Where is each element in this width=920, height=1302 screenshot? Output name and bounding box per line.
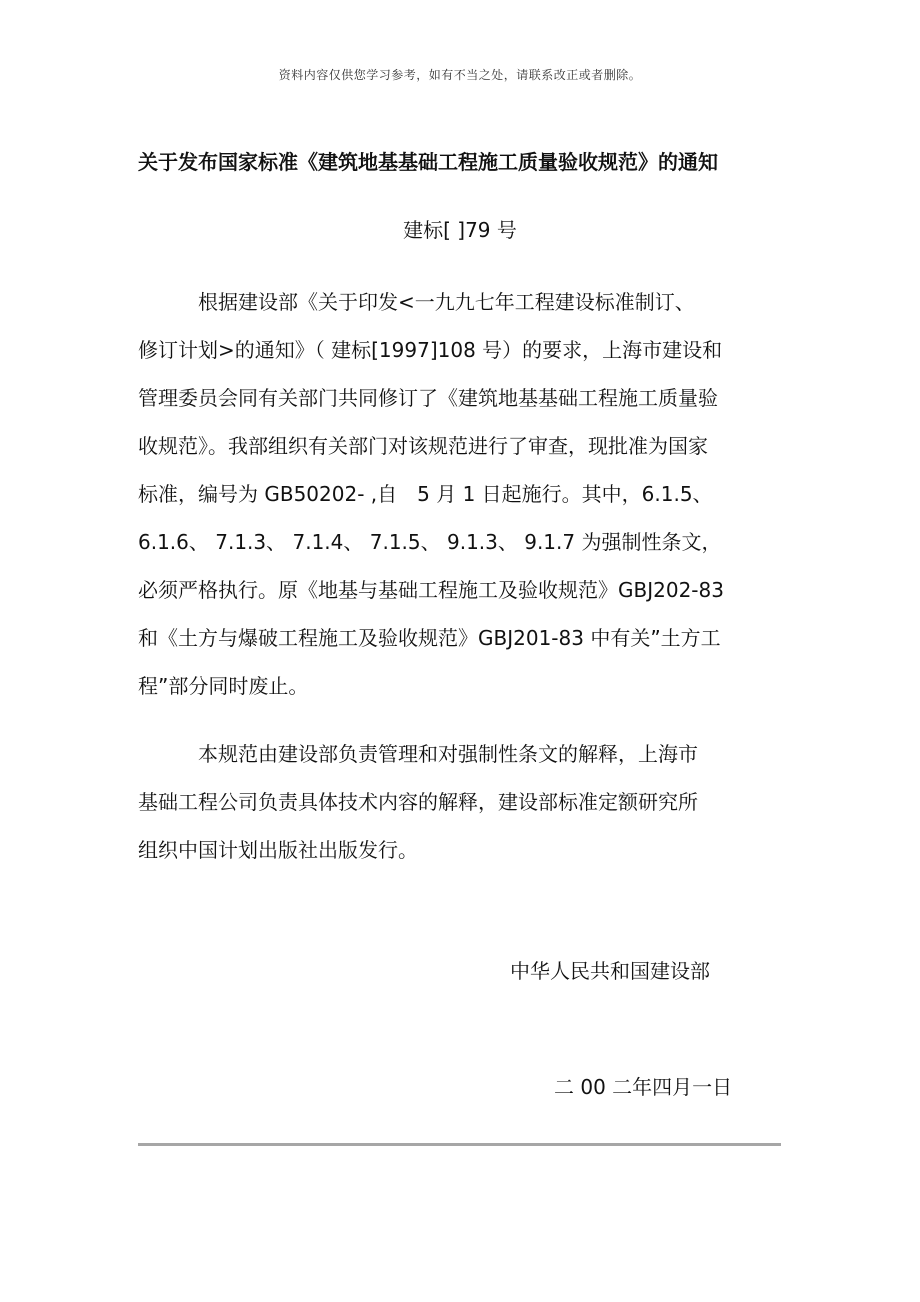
- paragraph-1-line: 必须严格执行。原《地基与基础工程施工及验收规范》GBJ202-83: [138, 578, 724, 602]
- issuer-signature: 中华人民共和国建设部: [510, 959, 710, 983]
- paragraph-1-line: 和《土方与爆破工程施工及验收规范》GBJ201-83 中有关”土方工: [138, 626, 721, 650]
- paragraph-2-line: 组织中国计划出版社出版发行。: [138, 838, 418, 862]
- paragraph-2-line: 基础工程公司负责具体技术内容的解释，建设部标准定额研究所: [138, 790, 698, 814]
- notice-title: 关于发布国家标准《建筑地基基础工程施工质量验收规范》的通知: [138, 150, 718, 174]
- footer-divider: [138, 1143, 781, 1146]
- paragraph-1-line: 根据建设部《关于印发<一九九七年工程建设标准制订、: [138, 290, 695, 314]
- paragraph-1-line: 程”部分同时废止。: [138, 674, 309, 698]
- paragraph-2-line: 本规范由建设部负责管理和对强制性条文的解释，上海市: [138, 742, 698, 766]
- paragraph-1-line: 管理委员会同有关部门共同修订了《建筑地基基础工程施工质量验: [138, 386, 718, 410]
- paragraph-1-line: 修订计划>的通知》（ 建标[1997]108 号）的要求，上海市建设和: [138, 338, 723, 362]
- paragraph-1-line: 标准，编号为 GB50202- ,自 5 月 1 日起施行。其中，6.1.5、: [138, 482, 713, 506]
- page-disclaimer: 资料内容仅供您学习参考，如有不当之处，请联系改正或者删除。: [278, 68, 642, 82]
- paragraph-1-line: 收规范》。我部组织有关部门对该规范进行了审查，现批准为国家: [138, 434, 708, 458]
- document-number: 建标[ ]79 号: [403, 218, 517, 242]
- paragraph-1-line: 6.1.6、 7.1.3、 7.1.4、 7.1.5、 9.1.3、 9.1.7 为强制性条文，: [138, 530, 722, 554]
- issue-date: 二 00 二年四月一日: [554, 1075, 733, 1099]
